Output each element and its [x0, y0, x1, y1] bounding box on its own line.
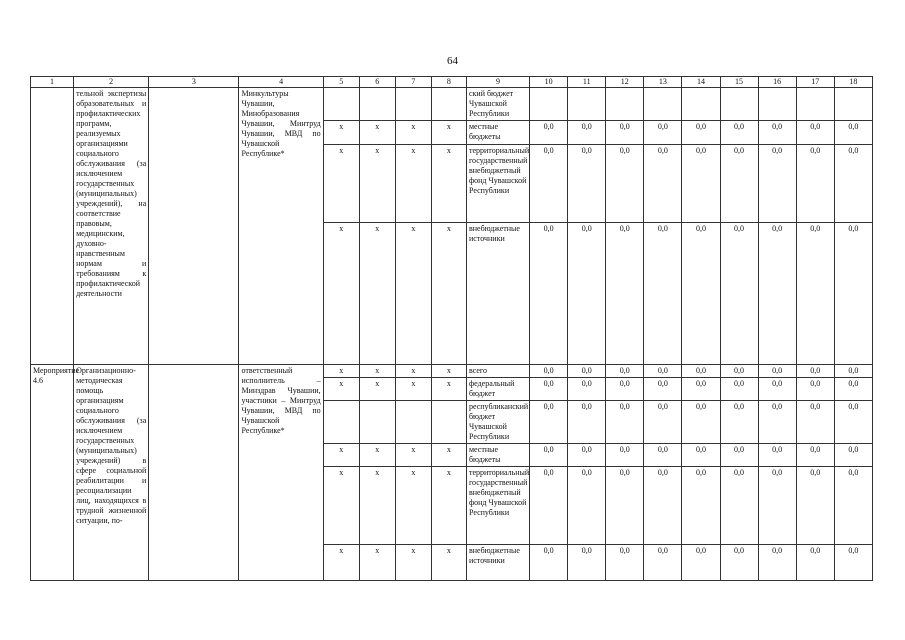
value-cell: 0,0	[682, 467, 720, 545]
funding-source: федеральный бюджет	[466, 378, 529, 401]
column-header-9: 9	[466, 77, 529, 88]
value-cell: 0,0	[796, 378, 834, 401]
value-cell: 0,0	[530, 223, 568, 365]
value-cell: 0,0	[682, 378, 720, 401]
value-cell: 0,0	[834, 444, 872, 467]
column-header-1: 1	[31, 77, 74, 88]
column-header-18: 18	[834, 77, 872, 88]
page-number: 64	[447, 55, 458, 67]
value-cell	[644, 88, 682, 121]
value-cell: 0,0	[644, 145, 682, 223]
value-cell: 0,0	[530, 467, 568, 545]
code-cell: x	[359, 145, 395, 223]
value-cell: 0,0	[796, 401, 834, 444]
column-header-8: 8	[431, 77, 466, 88]
code-cell: x	[323, 121, 359, 145]
value-cell: 0,0	[682, 545, 720, 581]
value-cell: 0,0	[568, 444, 606, 467]
funding-source: внебюджетные источники	[466, 223, 529, 365]
value-cell: 0,0	[568, 121, 606, 145]
column-header-11: 11	[568, 77, 606, 88]
code-cell: x	[431, 223, 466, 365]
program-table	[30, 76, 873, 581]
value-cell: 0,0	[758, 444, 796, 467]
task-cell	[149, 88, 239, 365]
value-cell	[796, 88, 834, 121]
value-cell: 0,0	[720, 378, 758, 401]
value-cell: 0,0	[530, 145, 568, 223]
code-cell: x	[395, 223, 431, 365]
code-cell: x	[359, 121, 395, 145]
value-cell: 0,0	[568, 145, 606, 223]
value-cell: 0,0	[758, 401, 796, 444]
value-cell: 0,0	[720, 467, 758, 545]
funding-source: территориальный государственный внебюджетный фонд Чувашской Республики	[466, 467, 529, 545]
code-cell: x	[323, 145, 359, 223]
code-cell: x	[359, 467, 395, 545]
value-cell: 0,0	[758, 378, 796, 401]
code-cell: x	[323, 365, 359, 378]
funding-source: территориальный государственный внебюджетный фонд Чувашской Республики	[466, 145, 529, 223]
funding-source: местные бюджеты	[466, 121, 529, 145]
value-cell: 0,0	[644, 121, 682, 145]
code-cell: x	[431, 444, 466, 467]
value-cell: 0,0	[796, 467, 834, 545]
code-cell: x	[359, 378, 395, 401]
value-cell: 0,0	[606, 444, 644, 467]
code-cell: x	[359, 545, 395, 581]
value-cell: 0,0	[644, 444, 682, 467]
value-cell: 0,0	[682, 401, 720, 444]
value-cell: 0,0	[796, 223, 834, 365]
code-cell: x	[359, 223, 395, 365]
code-cell	[323, 401, 359, 444]
measure-name: тельной экспертизы образовательных и профилактических программ, реализуемых организациями социального обслуживания (за исключением государственных (муниципальных) учреждений), на соответствие правовым, медицинским, духовно-нравственным нормам и требованиям к профилактической деятельности	[74, 88, 149, 365]
column-header-7: 7	[395, 77, 431, 88]
code-cell: x	[395, 378, 431, 401]
table-row	[31, 365, 873, 378]
value-cell: 0,0	[834, 378, 872, 401]
measure-number	[31, 88, 74, 365]
code-cell: x	[359, 365, 395, 378]
funding-source: всего	[466, 365, 529, 378]
funding-source: внебюджетные источники	[466, 545, 529, 581]
column-header-4: 4	[239, 77, 323, 88]
value-cell: 0,0	[720, 121, 758, 145]
code-cell	[359, 88, 395, 121]
measure-name: Организационно-методическая помощь организациям социального обслуживания (за исключением государственных (муниципальных) учреждений) в сфере социальной реабилитации и ресоциализации лиц, находящихся в трудной жизненной ситуации, по-	[74, 365, 149, 581]
value-cell	[720, 88, 758, 121]
code-cell	[359, 401, 395, 444]
code-cell: x	[395, 444, 431, 467]
value-cell: 0,0	[606, 223, 644, 365]
value-cell: 0,0	[682, 121, 720, 145]
column-header-17: 17	[796, 77, 834, 88]
value-cell: 0,0	[834, 121, 872, 145]
value-cell: 0,0	[568, 223, 606, 365]
value-cell: 0,0	[720, 401, 758, 444]
table-row	[31, 88, 873, 121]
code-cell: x	[323, 223, 359, 365]
code-cell	[395, 401, 431, 444]
code-cell: x	[395, 467, 431, 545]
code-cell	[395, 88, 431, 121]
column-header-12: 12	[606, 77, 644, 88]
column-header-10: 10	[530, 77, 568, 88]
value-cell: 0,0	[530, 444, 568, 467]
value-cell	[606, 88, 644, 121]
funding-source: местные бюджеты	[466, 444, 529, 467]
value-cell: 0,0	[568, 378, 606, 401]
value-cell: 0,0	[796, 545, 834, 581]
code-cell: x	[395, 545, 431, 581]
value-cell: 0,0	[568, 467, 606, 545]
value-cell: 0,0	[606, 365, 644, 378]
task-cell	[149, 365, 239, 581]
code-cell: x	[323, 444, 359, 467]
code-cell: x	[431, 545, 466, 581]
column-header-16: 16	[758, 77, 796, 88]
value-cell	[834, 88, 872, 121]
value-cell: 0,0	[568, 365, 606, 378]
value-cell: 0,0	[644, 401, 682, 444]
value-cell: 0,0	[758, 223, 796, 365]
code-cell: x	[323, 467, 359, 545]
value-cell: 0,0	[796, 444, 834, 467]
value-cell: 0,0	[606, 545, 644, 581]
value-cell: 0,0	[796, 145, 834, 223]
value-cell: 0,0	[834, 145, 872, 223]
value-cell: 0,0	[834, 223, 872, 365]
value-cell: 0,0	[568, 401, 606, 444]
measure-number: Мероприятие 4.6	[31, 365, 74, 581]
code-cell: x	[395, 365, 431, 378]
value-cell	[568, 88, 606, 121]
column-header-14: 14	[682, 77, 720, 88]
value-cell: 0,0	[644, 365, 682, 378]
executor-cell: Минкультуры Чувашии, Минобразования Чувашии, Минтруд Чувашии, МВД по Чувашской Республике*	[239, 88, 323, 365]
code-cell: x	[395, 121, 431, 145]
value-cell: 0,0	[758, 145, 796, 223]
value-cell	[758, 88, 796, 121]
value-cell: 0,0	[530, 365, 568, 378]
value-cell: 0,0	[644, 378, 682, 401]
value-cell: 0,0	[530, 401, 568, 444]
value-cell: 0,0	[720, 365, 758, 378]
value-cell: 0,0	[682, 223, 720, 365]
column-header-13: 13	[644, 77, 682, 88]
value-cell: 0,0	[720, 145, 758, 223]
executor-cell: ответственный исполнитель – Минздрав Чувашии, участники – Минтруд Чувашии, МВД по Чувашской Республике*	[239, 365, 323, 581]
value-cell: 0,0	[758, 365, 796, 378]
value-cell: 0,0	[530, 121, 568, 145]
value-cell: 0,0	[682, 365, 720, 378]
code-cell	[431, 88, 466, 121]
code-cell: x	[431, 121, 466, 145]
value-cell: 0,0	[606, 467, 644, 545]
value-cell: 0,0	[758, 467, 796, 545]
column-header-6: 6	[359, 77, 395, 88]
funding-source: ский бюджет Чувашской Республики	[466, 88, 529, 121]
value-cell: 0,0	[606, 378, 644, 401]
code-cell: x	[431, 467, 466, 545]
value-cell: 0,0	[720, 444, 758, 467]
value-cell: 0,0	[758, 545, 796, 581]
column-header-15: 15	[720, 77, 758, 88]
funding-source: республиканский бюджет Чувашской Республики	[466, 401, 529, 444]
column-header-5: 5	[323, 77, 359, 88]
value-cell: 0,0	[834, 401, 872, 444]
value-cell: 0,0	[834, 365, 872, 378]
value-cell: 0,0	[568, 545, 606, 581]
value-cell: 0,0	[720, 223, 758, 365]
value-cell: 0,0	[530, 378, 568, 401]
value-cell: 0,0	[606, 145, 644, 223]
value-cell: 0,0	[606, 401, 644, 444]
value-cell: 0,0	[682, 444, 720, 467]
code-cell	[323, 88, 359, 121]
code-cell: x	[323, 378, 359, 401]
value-cell: 0,0	[606, 121, 644, 145]
code-cell: x	[359, 444, 395, 467]
value-cell: 0,0	[758, 121, 796, 145]
code-cell	[431, 401, 466, 444]
value-cell	[682, 88, 720, 121]
value-cell: 0,0	[796, 121, 834, 145]
value-cell: 0,0	[644, 545, 682, 581]
code-cell: x	[431, 145, 466, 223]
value-cell: 0,0	[530, 545, 568, 581]
column-header-3: 3	[149, 77, 239, 88]
value-cell: 0,0	[720, 545, 758, 581]
value-cell: 0,0	[834, 467, 872, 545]
value-cell: 0,0	[644, 223, 682, 365]
column-header-2: 2	[74, 77, 149, 88]
value-cell: 0,0	[682, 145, 720, 223]
value-cell	[530, 88, 568, 121]
code-cell: x	[431, 365, 466, 378]
header-row	[31, 77, 873, 88]
value-cell: 0,0	[644, 467, 682, 545]
value-cell: 0,0	[796, 365, 834, 378]
code-cell: x	[431, 378, 466, 401]
code-cell: x	[323, 545, 359, 581]
code-cell: x	[395, 145, 431, 223]
value-cell: 0,0	[834, 545, 872, 581]
